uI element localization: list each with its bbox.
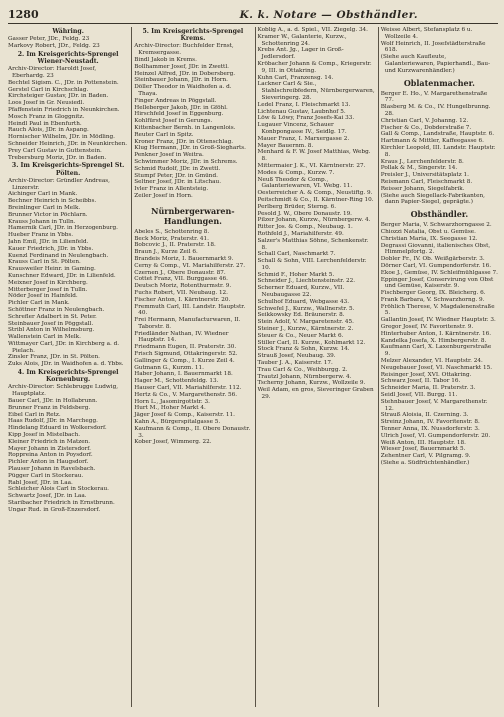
directory-entry: Schwartz Josef, JDr. in Laa. [8,493,87,500]
directory-entry: Jahn Emil, JDr. in Lilienfeld. [8,238,89,245]
directory-entry: Helleberger Jakob, JDr. in Gföhl. [134,104,228,111]
directory-entry: Fischberger Georg, IX. Bleicherg. 6. [380,290,486,297]
directory-entry: Peitschmidt & Co., II. Kärntner-Ring 10. [257,196,374,203]
directory-entry: Breinlinger Carl in Melk. [8,204,81,211]
directory-entry: Koblig A., a. d. Spiel., VII. Ziegelg. 34. [257,27,368,33]
directory-entry: Schulhof Eduard, Webgasse 43. [257,298,350,305]
directory-entry: Pollak & M., Singerstr. 14. [380,165,458,172]
directory-entry: Frank Barbara, V. Schwarzhorng. 9. [380,296,485,303]
directory-entry: Zehentner Carl, V. Pilgramg. 9. [380,453,471,460]
directory-entry: Hauser Carl, VII. Mariahilferstr. 112. [134,385,242,392]
directory-entry: Christian Maria, IX. Seegasse 12. [380,235,478,242]
directory-entry: Stiller Carl, II. Kurzw., Kohlmarkt 12. [257,339,366,346]
directory-entry: Friedmann Eugen, II. Praterstr. 30. [134,344,237,351]
directory-entry: Tauber J. A., Kaiserstr. 17. [257,360,333,367]
directory-entry: Schrefler Adalbert in St. Peter. [8,313,97,320]
directory-entry: Schwarz Josef, II. Tabor 16. [380,378,461,385]
directory-entry: Zuks Alois, JDr. in Waidhofen a. d. Ybbs. [8,361,124,368]
directory-entry: Tscherny Johann, Kurzw., Wollzeile 9. [257,380,366,387]
directory-entry: Krauss Johann in Tulln. [8,218,76,225]
directory-entry: Gallantin Josef, IV. Wiedner Hauptstr. 3. [380,317,496,324]
directory-entry: Meixner Josef in Kirchberg. [8,279,88,286]
page-header [8,8,498,24]
directory-entry: Nöder Josef in Hainfeld. [8,293,78,300]
directory-entry: Bobcovic J., II. Praterstr. 18. [134,242,216,249]
directory-entry: Dobler Fr., IV. Ob. Weißgärberstr. 3. [380,256,485,263]
directory-entry: Wieser Josef, Bauernmarkt 5. [380,446,466,453]
directory-entry: Steinbauer Josef in Pöggstall. [8,320,94,327]
directory-entry: Wittmayer Carl, JDr. in Kirchberg a. d. Pielach. [8,340,120,354]
directory-entry: Gregor Josef, IV. Favoritenstr. 9. [380,324,474,331]
directory-entry: Cerny & Comp., VI. Mariahilferstr. 27. [134,262,246,269]
directory-entry: Kober Josef, Wimmerg. 22. [134,439,212,446]
directory-entry: Kröbacher Johann & Comp., Kriegerstr. 9, III. in Ottakring. [257,60,372,74]
directory-entry: Weisse Albert, Stefansplatz 6 u. Wollzeile 4. [380,27,473,40]
directory-entry: Stumpf Peter, JDr. in Gmünd. [134,172,218,179]
directory-entry: Roppreina Anton in Poysdorf. [8,452,93,459]
directory-entry: Cottet Franz, VII. Burggasse 46. [134,276,228,283]
directory-entry: Kaufmann & Comp., II. Obere Donaustr. 3. [134,425,251,439]
directory-entry: Krebs Ant. Jg., Lager in Groß-Jedlersdorf. [257,47,344,61]
directory-entry: Markovy Robert, JDr., Feldg. 23 [8,43,100,49]
directory-entry: Ulrich Josef, VI. Gumpendorferstr. 20. [380,432,491,439]
directory-entry: Rauch Alois, JDr. in Aspang. [8,127,89,134]
column-4 [378,27,498,707]
directory-entry: Heinzel Alfred, JDr. in Dobersberg. [134,70,236,77]
directory-entry: Fröhlich Therese, V. Magdalenenstraße 5. [380,303,495,317]
directory-entry: Kandelka Josefa, X. Himbergerstr. 8. [380,337,487,344]
directory-entry: Hager M., Schottenfeldg. 13. [134,378,219,385]
directory-entry: Modes & Comp., Kurzw. 7. [257,169,335,176]
directory-entry: Kirchsteiger Gustav, JDr. in Baden. [8,93,109,100]
directory-entry: Scherner Eduard, Kurzw., VII. Neubaugasse 22. [257,285,345,299]
text-columns [8,27,498,707]
directory-entry: Schmid Rudolf, JDr. in Zwettl. [134,165,221,172]
directory-entry: Mosch Franz in Gloggnitz. [8,113,85,120]
column-3 [255,27,375,707]
directory-entry: Schall Carl, Naschmarkt 7. [257,251,336,258]
directory-entry: Brunner Victor in Pöchlarn. [8,211,88,218]
directory-entry: Hirschfeld Josef in Eggenburg. [134,111,224,118]
directory-entry: Lugauer Vincenz, Schauer Konbpongasse IV., Seidlg. 17. [257,122,347,135]
directory-entry: Gerstel Carl in Kirchschlag. [8,86,89,93]
directory-entry: Deutsch Moriz, Rotenthurmstr. 9. [134,283,232,290]
directory-entry: Brunner Franz in Feldsberg. [8,404,91,411]
directory-entry: Stein Adolf, V. Margaretenstr. 45. [257,319,354,326]
directory-entry: Kirchler Leopold, III. Landstr. Hauptstr. 8. [380,144,496,158]
directory-entry: Hindelang Eduard in Wolkersdorf. [8,425,107,432]
directory-entry: Stribl Anton in Wilhelmsburg. [8,327,95,334]
directory-entry: Haas Rudolf, JDr. in Marchegg. [8,418,98,425]
directory-entry: Ivler Franz in Allentsteig. [134,186,209,193]
directory-entry: Trautzl Johann, Nürnbergerw. 4. [257,373,352,380]
column-1 [8,27,128,707]
directory-entry: Kleiner Friedrich in Matzen. [8,438,91,445]
directory-entry: Weil Adam, en gros, Sieveringer Graben 29. [257,387,374,401]
directory-entry: Eibel Carl in Retz. [8,411,61,418]
directory-entry: Steiner J., Kurzw., Kärntnerstr. 2. [257,326,354,333]
district-heading: 4. Im Kreisgerichts-Sprengel Korneuburg. [17,369,119,384]
directory-entry: Pesold J. W., Obere Donaustr. 19. [257,210,352,217]
directory-entry: Bechtel Sigism. C., JDr. in Pottenstein. [8,79,119,86]
directory-entry: Horn L., Jasomirgottstr. 3. [134,398,210,405]
directory-entry: Neuß Theodor & Comp., Galanteriewaren, VI. Webg. 11. [257,176,353,190]
directory-entry: Staribacher Friedrich in Ernstbrunn. [8,500,115,507]
directory-entry: Schöttner Franz in Neulengbach. [8,306,105,313]
district-heading: 3. Im Kreisgerichts-Sprengel St. Pölten. [11,162,125,177]
directory-entry: Preisler J., Universitätsplatz 1. [380,172,469,179]
directory-entry: Hueber Franz in Ybbs. [8,232,74,239]
directory-entry: Kramer W., Galanterie, Kurzw., Schottenring 24. [257,33,347,47]
directory-entry: Plauser Johann in Ravelsbach. [8,466,96,473]
directory-entry: Bindl Jakob in Krems. [134,57,197,63]
directory-entry: Ungar Rud. in Groß-Enzersdorf. [8,506,101,513]
directory-entry: Hinterhuber Anton, I. Kärntnerstr. 16. [380,330,492,337]
district-heading: 5. Im Kreisgerichts-Sprengel Krems. [142,28,244,43]
directory-entry: Fremmuth Carl, III. Landstr. Hauptstr. 40. [134,303,246,317]
directory-entry: Gasser Peter, JDr., Feldg. 23 [8,36,90,43]
directory-entry: Gallinger & Comp., I. Kurze Zeil 4. [134,357,235,364]
directory-entry: Prey Carl Gustav in Guttenstein. [8,147,102,154]
directory-entry: Pichler Anton in Haugsdorf. [8,459,89,466]
directory-entry: Schneider Heinrich, JDr. in Neunkirchen. [8,140,128,147]
directory-entry: Hamernik Carl, JDr. in Herzogenburg. [8,225,118,232]
directory-entry: Stehnbauer Josef, V. Margarethenstr. 12. [380,398,488,412]
directory-entry: Archiv-Director: Gründler Andreas, Linzerstr. [8,177,110,191]
directory-entry: Schall & Sohn, VIII. Lerchenfelderstr. 10. [257,258,367,271]
directory-entry: Schmid F., Hoher Markt 5. [257,271,335,278]
directory-entry: Zeiler Josef in Horn. [134,192,193,199]
directory-entry: Pfaffenstein Friedrich in Neunkirchen. [8,106,120,113]
page-number: 1280 [8,8,39,21]
directory-entry: Rabl Josef, JDr. in Laa. [8,479,73,486]
directory-entry: Archiv-Director: Buchfelder Ernst, Kremsergasse. [134,43,234,57]
directory-entry: Seidl Josef, VII. Burgg. 11. [380,392,458,399]
directory-entry: Mayer Johann in Zistersdorf. [8,445,91,452]
directory-entry: Schleicher Alois Carl in Stockerau. [8,486,109,493]
directory-entry: Trebersburg Moriz, JDr. in Baden. [8,154,107,161]
directory-entry: Hertz & Co., V. Margarethenstr. 56. [134,391,238,398]
section-heading: Nürnbergerwaren-Handlungen. [151,205,235,226]
directory-entry: (Siehe auch Siegellack-Fabrikanten, dann Papier-Siegel, geprägte.) [380,192,485,206]
directory-entry: Trau Carl & Co., Weihburgg. 2. [257,366,348,373]
directory-entry: Reisser Johann, Siegelfabrik. [380,185,465,192]
column-2 [131,27,251,707]
directory-entry: Perlberg Brüder, Sterng. 6. [257,203,337,210]
directory-entry: Hornischer Wilhelm, JDr. in Mödling. [8,134,115,141]
directory-entry: Christian Carl, V. Johanng. 12. [380,117,469,124]
directory-entry: Pilzer Johann, Kurzw., Nürnbergerw. 4. [257,217,371,224]
directory-entry: Streinz Johann, IV. Favoritenstr. 8. [380,419,480,426]
directory-entry: Pügger Carl in Stockerau. [8,472,84,479]
directory-entry: Mayer Bauernm. 8. [257,142,314,149]
directory-entry: Penkner Josef in Weitra. [134,152,204,159]
directory-entry: Strauß Josef, Neubaug. 39. [257,353,336,360]
directory-entry: Hartmann & Mittler, Kaffeegasse 6. [380,138,484,145]
directory-entry: Salzer's Matthias Söhne, Schenkenstr. 8. [257,237,369,251]
directory-entry: Reisinger Josef, XVI. Ottakring. [380,371,472,378]
directory-entry: Löw & Löwy, Franz Josefs-Kai 33. [257,115,355,122]
directory-entry: Frisch Sigmund, Ottakringerstr. 52. [134,351,238,358]
directory-entry: Hurt M., Hoher Markt 4. [134,405,206,412]
page-title: K. k. Notare — Obsthändler. [239,9,418,21]
directory-entry: Krausweiler Heinr. in Gaming. [8,266,96,273]
directory-entry: Weiß Anton, III. Hauptstr. 18. [380,439,466,446]
directory-entry: Tenner Anna, IX. Nussdorferstr. 3. [380,426,480,433]
directory-entry: Berger Maria, V. Schwarzhorngasse 2. [380,222,492,229]
directory-entry: Fuchs Robert, VII. Neubaug. 12. [134,289,228,296]
directory-entry: Reismann Carl, Fleischmarkt 8. [380,178,473,185]
directory-entry: Kittenbacher Bernh. in Langenlois. [134,124,236,131]
directory-entry: Schwefel J., Kurzw., Wallnerstr. 5. [257,305,355,312]
directory-entry: Beck Moriz, Praterstr. 41. [134,235,209,242]
directory-entry: Ekoe J., Gemüse, IV. Schleifmühlgasse 7. [380,269,498,276]
directory-entry: Lackner Carl & Sie., Stahlschreibfedern, Nürnbergerwaren, Sieveringerg. 28. [257,81,375,101]
directory-entry: Friedländer Nathan, IV. Wiedner Hauptstr. 14. [134,330,229,344]
directory-entry: Haber Johann, I. Bauernmarkt 18. [134,371,233,378]
district-heading: 2. Im Kreisgerichts-Sprengel Wiener-Neustadt. [17,50,119,65]
directory-entry: Kauer Friedrich, JDr. in Ybbs. [8,245,94,252]
directory-entry: Braun J., Kurze Zeil 6. [134,249,198,256]
directory-entry: Abeles S., Schottenring 8. [134,228,210,235]
directory-entry: Gutmann G., Kurzm. 11. [134,364,204,371]
directory-entry: Menhard & F. W. Josef Matthias, Webg. 8. [257,149,371,163]
directory-entry: Brandeis Moriz, I. Bauernmarkt 9. [134,255,234,262]
directory-entry: Melzer Alexander, VI. Hauptstr. 24. [380,358,483,365]
directory-entry: Kraus J., Lerchenfelderstr. 8. [380,158,464,165]
directory-entry: Fischer Anton, I. Kärntnerstr. 20. [134,296,231,303]
directory-entry: Berger E. Ho., V. Margarethenstraße 77. [380,90,488,104]
directory-entry: Ritter Jos. & Comp., Neubaug. 1. [257,224,353,231]
directory-entry: Bollhammer Josef, JDr. in Zwettl. [134,63,229,70]
directory-entry: Schneider J., Liechtensteinstr. 22. [257,278,356,285]
directory-entry: Neugebauer Josef, VI. Naschmarkt 15. [380,364,493,371]
directory-entry: Seltner Josef, JDr. in Litschau. [134,179,222,186]
directory-entry: Degrassi Giovanni, italienisches Obst, Himmelpfortg. 2. [380,242,491,256]
directory-entry: Kipp Josef in Mistelbach. [8,432,81,439]
directory-entry: Steuer & Co., Neuer Markt 6. [257,332,344,339]
directory-entry: Bechner Heinrich in Scheibbs. [8,198,97,205]
directory-entry: Döller Theodor in Waidhofen a. d. Thaya. [134,84,232,97]
directory-entry: Stock Franz & Sohn, Kurzw. 14. [257,346,350,353]
directory-entry: (Siehe a. Südfrüchtenhändler.) [380,460,470,467]
directory-entry: Aichinger Carl in Mank. [8,191,78,198]
directory-entry: Archiv-Director: Schlebrugge Ludwig, Hauptplatz. [8,384,119,398]
directory-entry: Eppinger Josef, Conservirung von Obst und Gemüse, Kaiserstr. 9. [380,276,494,290]
directory-entry: Fischer & Co., Dobderstraße 7. [380,124,472,131]
directory-entry: Mitterberger Josef in Tulln. [8,286,88,293]
directory-entry: Kaufmann Carl, X. Laxenburgerstraße 9. [380,344,492,358]
directory-entry: Rothfeld J., Mariahilferstr. 49. [257,230,344,237]
directory-entry: Kahn A., Bürgerspitalgasse 5. [134,419,221,426]
directory-entry: Archiv-Director: Haroldt Josef, Eberhardg. 23 [8,66,97,79]
directory-entry: Steinbauer Johann, JDr. in Horn. [134,77,228,84]
directory-entry: Strauß Aloisia, II. Czerning. 3. [380,412,469,419]
directory-entry: Wallenstein Carl in Melk. [8,334,81,341]
directory-entry: Jäger Josef & Comp., Kaiserstr. 11. [134,412,235,419]
directory-entry: Czernen J., Obere Donaustr. 87. [134,269,226,276]
directory-entry: Kroner Franz, JDr. in Ottenschlag. [134,138,234,145]
section-heading: Obsthändler. [410,209,469,220]
directory-entry: Kuhn Carl, Franzensg. 14. [257,74,334,81]
directory-entry: Klug Hermann, JDr. in Groß-Siegharts. [134,145,246,152]
spacer [134,200,251,203]
directory-entry: Dörner Carl, VI. Gumpendorferstr. 16. [380,262,492,269]
directory-entry: Lichtenau Gustav, Laubnhof 5. [257,108,346,115]
directory-entry: Heindl Paul in Ebenfurth. [8,120,82,127]
directory-entry: Schneider Maria, II. Praterstr. 3. [380,385,476,392]
directory-entry: Pichler Carl in Mank. [8,300,70,307]
directory-entry: Kuenzl Ferdinand in Neulengbach. [8,252,109,259]
directory-entry: (Siehe auch Kaufleute, Galanteriewaren, Papierhandl., Bau- und Kurzwarenhändler.) [380,54,490,74]
directory-entry: Krauss Carl in St. Pölten. [8,259,81,266]
directory-entry: Loos Josef in Gr. Neusiedl. [8,100,85,107]
directory-entry: Frei Hermann, Manufacturwaren, II. Taborstr. 8. [134,317,241,330]
directory-entry: Chiozzi Natalia, Obst u. Gemüse. [380,228,476,235]
directory-entry: Bauer Carl, JDr. in Hollabrunn. [8,398,98,405]
directory-entry: Oesterreicher A. & Comp., Neustiftg. 9. [257,190,373,197]
directory-entry: Schwimmer Moriz, JDr. in Schrems. [134,158,238,165]
directory-entry: Ledel Franz, I. Fleischmarkt 13. [257,101,351,108]
section-heading: Oblatenmacher. [403,77,475,88]
directory-entry: Finger Andreas in Pöggstall. [134,97,217,104]
directory-entry: Zinsler Franz, JDr. in St. Pölten. [8,354,100,361]
district-heading: Währing. [52,28,84,35]
directory-entry: Blasberg M. & Co., IV. Hungelbrunng. 28. [380,104,491,117]
directory-entry: Mauer Franz, I. Marxergasse 2. [257,135,350,142]
directory-entry: Gall & Comp., Landstraße, Hauptstr. 6. [380,131,495,138]
directory-entry: Kunschner Edward, JDr. in Lilienfeld. [8,272,116,279]
directory-entry: Mittermaier J. K., VI. Kärntnerstr. 27. [257,162,366,169]
directory-entry: Seikkowsky Ed. Bräunerstr. 8. [257,312,345,319]
directory-entry: Reuter Carl in Spitz. [134,131,194,138]
directory-entry: Kohlfürst Josef in Gerungs. [134,118,213,125]
directory-entry: Wolf Heinrich, II. Josefstädterstraße 618. [380,40,486,54]
